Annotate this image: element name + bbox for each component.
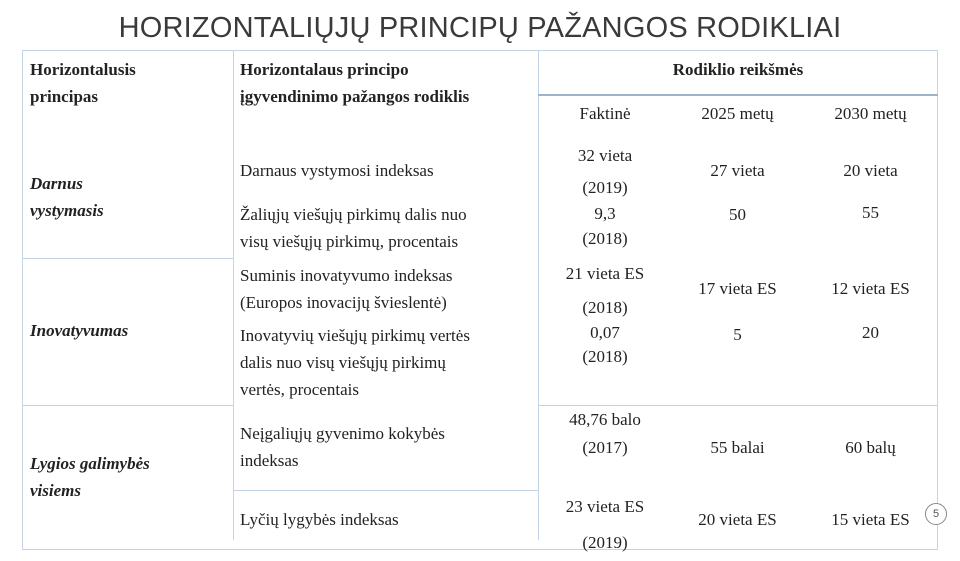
group-line: vystymasis (30, 201, 104, 220)
indicator-cell (240, 420, 445, 474)
indicator-line: Darnaus vystymosi indeksas (240, 161, 434, 180)
header-actual: Faktinė (579, 104, 631, 123)
target-2030-cell: 20 vieta (843, 161, 898, 180)
target-2030-cell: 15 vieta ES (831, 510, 910, 529)
page-title: HORIZONTALIŲJŲ PRINCIPŲ PAŽANGOS RODIKLIAI (118, 12, 842, 44)
indicator-cell (240, 157, 434, 184)
actual-line: (2018) (582, 229, 628, 248)
actual-cell (545, 257, 665, 325)
column-divider (538, 50, 539, 540)
target-2030-cell: 12 vieta ES (831, 279, 910, 298)
actual-line: 21 vieta ES (565, 264, 645, 283)
header-line: Horizontalaus principo (240, 60, 409, 79)
row-divider (22, 405, 234, 406)
target-2025-cell: 20 vieta ES (698, 510, 777, 529)
table-frame (22, 50, 938, 550)
actual-line: (2018) (582, 347, 628, 366)
header-2030: 2030 metų (834, 104, 907, 123)
actual-line: 48,76 balo (569, 410, 641, 429)
group-innovation (30, 317, 128, 344)
actual-line: (2017) (582, 438, 628, 457)
header-line: įgyvendinimo pažangos rodiklis (240, 87, 470, 106)
header-principle (30, 56, 136, 110)
row-divider (22, 258, 234, 259)
actual-line: 9,3 (594, 204, 616, 223)
actual-cell (545, 140, 665, 204)
row-divider (233, 490, 538, 491)
actual-cell (545, 406, 665, 462)
indicator-line: indeksas (240, 451, 299, 470)
indicator-line: Žaliųjų viešųjų pirkimų dalis nuo (240, 205, 467, 224)
target-2025-cell: 17 vieta ES (698, 279, 777, 298)
group-line: visiems (30, 481, 81, 500)
actual-line: 23 vieta ES (565, 497, 645, 516)
column-divider (233, 50, 234, 540)
indicator-line: dalis nuo visų viešųjų pirkimų (240, 353, 446, 372)
target-2025-cell: 55 balai (710, 438, 765, 457)
group-line: Inovatyvumas (30, 321, 129, 340)
header-divider (538, 94, 938, 96)
actual-line: (2018) (582, 298, 628, 317)
target-2030-cell: 60 balų (845, 438, 896, 457)
actual-line: 32 vieta (577, 146, 633, 165)
target-2025-cell: 50 (729, 205, 746, 224)
target-2030-cell: 55 (862, 203, 879, 222)
header-line: Horizontalusis (30, 60, 136, 79)
group-sustainable-development (30, 170, 104, 224)
indicator-cell (240, 506, 399, 533)
group-equal-opportunities (30, 450, 150, 504)
target-2025-cell: 5 (733, 325, 742, 344)
header-indicator (240, 56, 469, 110)
indicator-line: vertės, procentais (240, 380, 359, 399)
indicator-line: (Europos inovacijų švieslentė) (240, 293, 447, 312)
header-2025: 2025 metų (701, 104, 774, 123)
actual-cell (545, 489, 665, 552)
target-2030-cell: 20 (862, 323, 879, 342)
group-line: Darnus (30, 174, 83, 193)
indicator-cell (240, 262, 453, 316)
indicator-line: Lyčių lygybės indeksas (240, 510, 399, 529)
indicator-line: Inovatyvių viešųjų pirkimų vertės (240, 326, 470, 345)
group-line: Lygios galimybės (30, 454, 150, 473)
header-line: principas (30, 87, 99, 106)
indicator-line: Suminis inovatyvumo indeksas (240, 266, 453, 285)
target-2025-cell: 27 vieta (710, 161, 765, 180)
actual-line: (2019) (582, 533, 628, 552)
actual-cell (545, 321, 665, 369)
header-values: Rodiklio reikšmės (672, 60, 804, 79)
actual-line: 0,07 (590, 323, 620, 342)
indicator-line: visų viešųjų pirkimų, procentais (240, 232, 459, 251)
actual-cell (545, 201, 665, 251)
indicator-cell (240, 322, 470, 403)
indicator-cell (240, 201, 467, 255)
page-number-badge: 5 (925, 503, 947, 525)
actual-line: (2019) (582, 178, 628, 197)
indicator-line: Neįgaliųjų gyvenimo kokybės (240, 424, 445, 443)
